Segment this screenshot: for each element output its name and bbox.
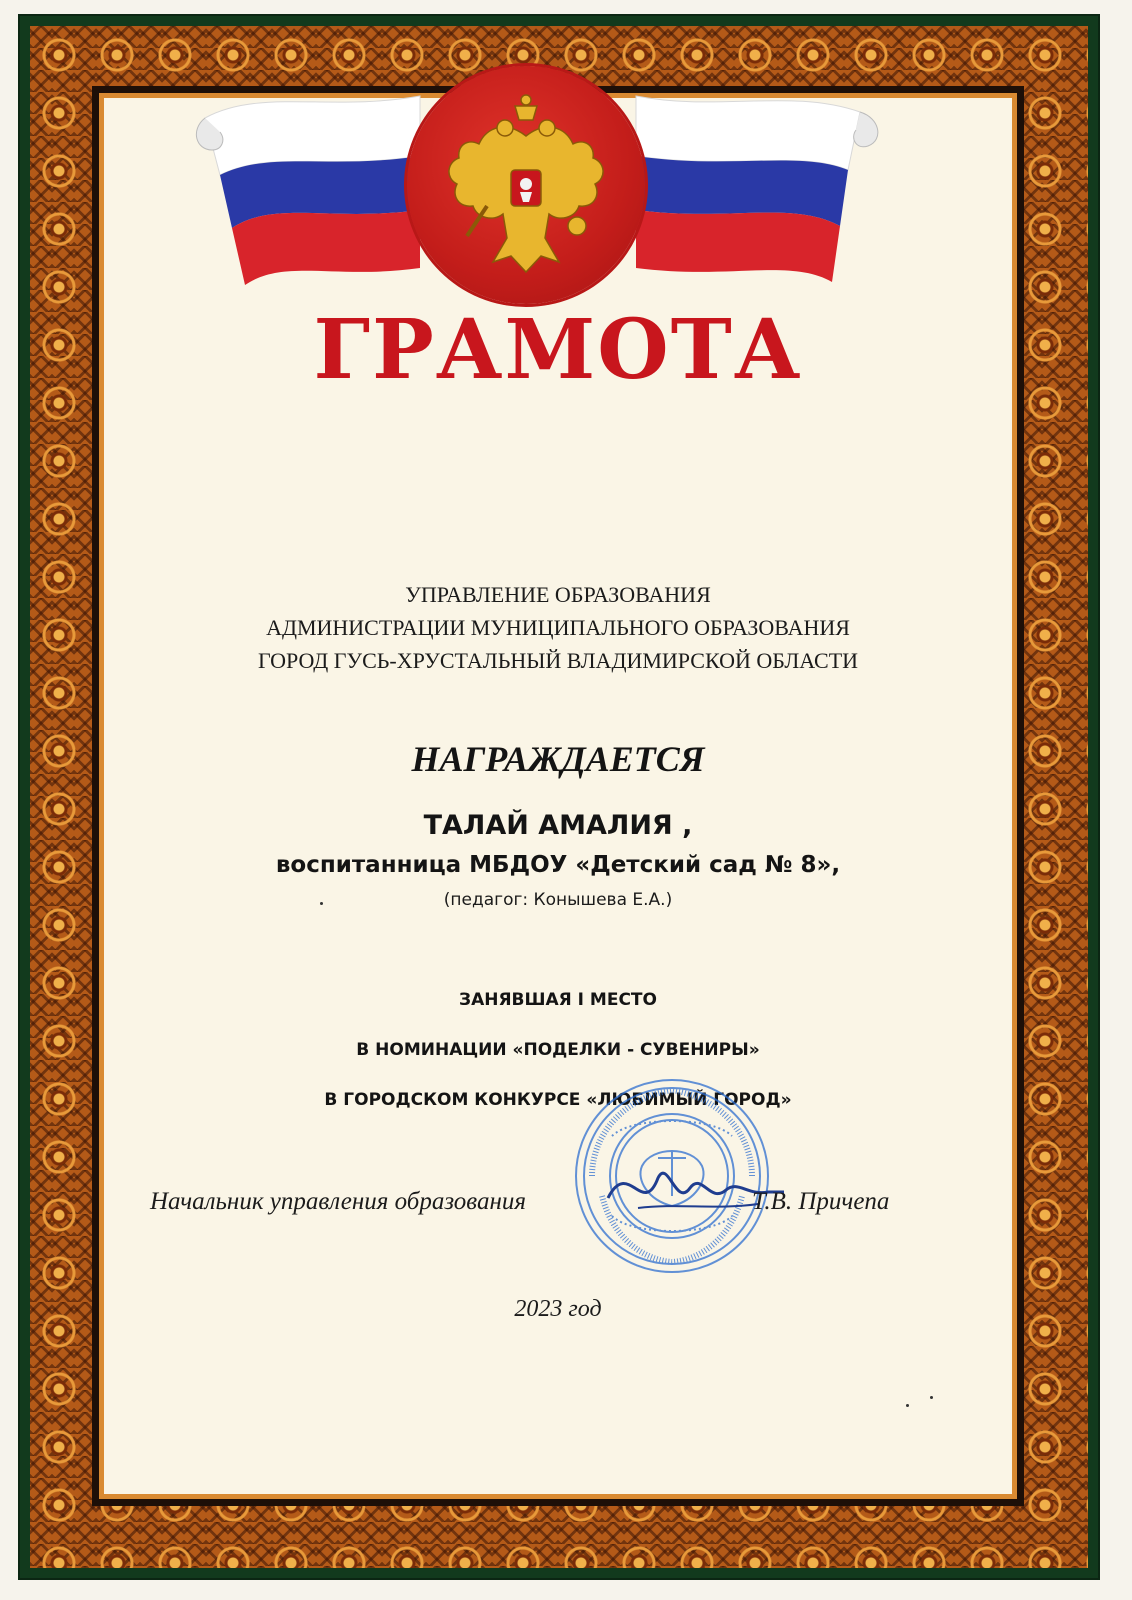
teacher-note: (педагог: Конышева Е.А.)	[443, 890, 673, 910]
achievement-contest: В ГОРОДСКОМ КОНКУРСЕ «ЛЮБИМЫЙ ГОРОД»	[324, 1090, 792, 1110]
certificate-title: ГРАМОТА	[313, 302, 803, 398]
organization-line: АДМИНИСТРАЦИИ МУНИЦИПАЛЬНОГО ОБРАЗОВАНИЯ	[266, 615, 850, 640]
double-headed-eagle-icon	[407, 66, 645, 304]
speck	[930, 1396, 933, 1399]
speck	[906, 1404, 909, 1407]
awarded-heading: НАГРАЖДАЕТСЯ	[411, 739, 705, 779]
certificate-year: 2023 год	[514, 1296, 602, 1322]
organization-line: ГОРОД ГУСЬ-ХРУСТАЛЬНЫЙ ВЛАДИМИРСКОЙ ОБЛАСТИ	[257, 648, 859, 673]
signatory-title: Начальник управления образования	[150, 1188, 526, 1215]
right-flag	[636, 96, 878, 282]
signatory-name: Т.В. Причепа	[752, 1188, 890, 1215]
recipient-role: воспитанница МБДОУ «Детский сад № 8»,	[275, 852, 841, 878]
left-flag	[196, 96, 420, 285]
issuing-organization	[104, 578, 1012, 677]
organization-line: УПРАВЛЕНИЕ ОБРАЗОВАНИЯ	[405, 582, 711, 607]
recipient-name: ТАЛАЙ АМАЛИЯ ,	[423, 810, 693, 841]
speck	[320, 902, 323, 905]
achievement-nomination: В НОМИНАЦИИ «ПОДЕЛКИ - СУВЕНИРЫ»	[356, 1040, 760, 1060]
achievement-place: ЗАНЯВШАЯ I МЕСТО	[459, 990, 657, 1010]
